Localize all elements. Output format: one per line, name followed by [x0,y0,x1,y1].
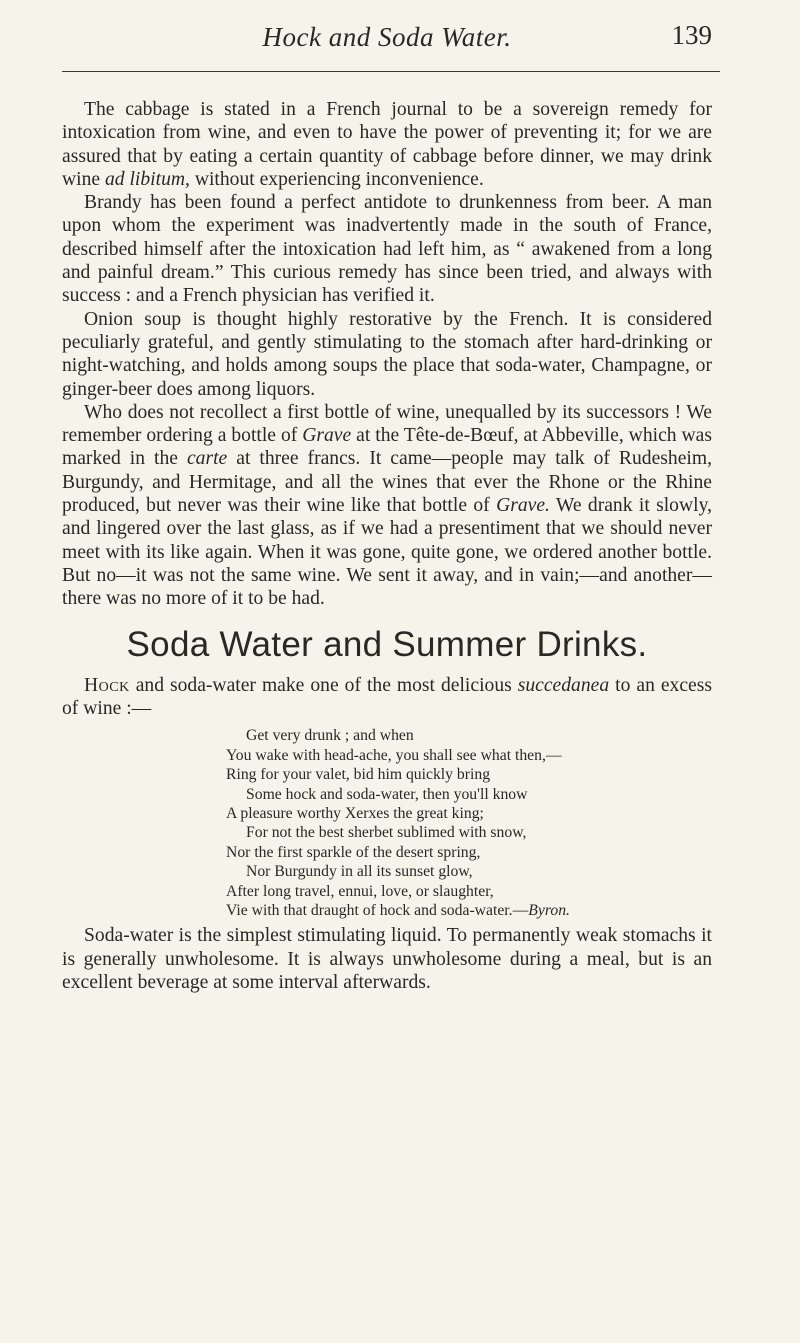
verse-line-last: Vie with that draught of hock and soda-water.—Byron. [226,902,570,920]
verse-line: After long travel, ennui, love, or slaughter, [226,882,494,900]
italic-grave-2: Grave. [496,495,550,517]
italic-grave: Grave [302,425,352,447]
italic-carte: carte [186,448,228,470]
paragraph-onion-soup: Onion soup is thought highly restorative by the French. It is considered peculiarly grateful, and gently stimulating to the stomach after hard-drinking or night-watching, and holds among soups the place that soda-water, Champagne, or ginger-beer does among liquors. [62,308,712,400]
paragraph-grave: Who does not recollect a first bottle of wine, unequalled by its successors ! We remember ordering a bottle of Grave at the Tête-de-Bœuf, at Abbeville, which was marked in the carte at three francs. It came—people may talk of Rudesheim, Burgundy, and Hermitage, and all the wines that ever the Rhone or the Rhine produced, but never was their wine like that bottle of Grave. We drank it slowly, and lingered over the last glass, as if we had a presentiment that we should never meet with its like again. When it was gone, quite gone, we ordered another bottle. But no—it was not the same wine. We sent it away, and in vain;—and another—there was no more of it to be had. [62,401,712,610]
book-page [62,0,712,1343]
body-text [62,98,712,994]
paragraph-brandy: Brandy has been found a perfect antidote to drunkenness from beer. A man upon whom the experiment was inadvertently made in the south of France, described himself after the intoxication had left him, as “ awakened from a long and painful dream.” This curious remedy has since been tried, and always with success : and a French physician has verified it. [62,192,712,307]
page-number: 139 [671,20,712,50]
section-heading: Soda Water and Summer Drinks. [126,624,648,664]
verse-line: Some hock and soda-water, then you'll know [246,785,528,803]
smallcaps-hock: Hock [84,674,130,696]
verse-line: Nor Burgundy in all its sunset glow, [246,863,473,881]
running-title: Hock and Soda Water. [262,22,512,52]
verse-attribution: Byron. [528,902,570,920]
verse-line: A pleasure worthy Xerxes the great king; [226,805,484,823]
verse-line: Nor the first sparkle of the desert spring, [226,843,481,861]
header-rule [62,71,720,72]
verse-line: For not the best sherbet sublimed with snow, [246,824,527,842]
verse-line: You wake with head-ache, you shall see what then,— [226,746,562,764]
verse-line: Ring for your valet, bid him quickly bring [226,766,491,784]
byron-verse [62,726,712,920]
page-header [62,0,712,74]
paragraph-hock-intro: Hock and soda-water make one of the most delicious succedanea to an excess of wine :— [62,674,712,720]
italic-ad-libitum: ad libitum, [105,168,190,190]
paragraph-cabbage: The cabbage is stated in a French journal to be a sovereign remedy for intoxication from wine, and even to have the power of preventing it; for we are assured that by eating a certain quantity of cabbage before dinner, we may drink wine ad libitum, without experiencing inconvenience. [62,99,712,190]
italic-succedanea: succedanea [517,674,610,696]
paragraph-soda-water: Soda-water is the simplest stimulating liquid. To permanently weak stomachs it is generally unwholesome. It is always unwholesome during a meal, but is an excellent beverage at some interval afterwards. [62,925,712,994]
verse-line: Get very drunk ; and when [246,727,414,745]
